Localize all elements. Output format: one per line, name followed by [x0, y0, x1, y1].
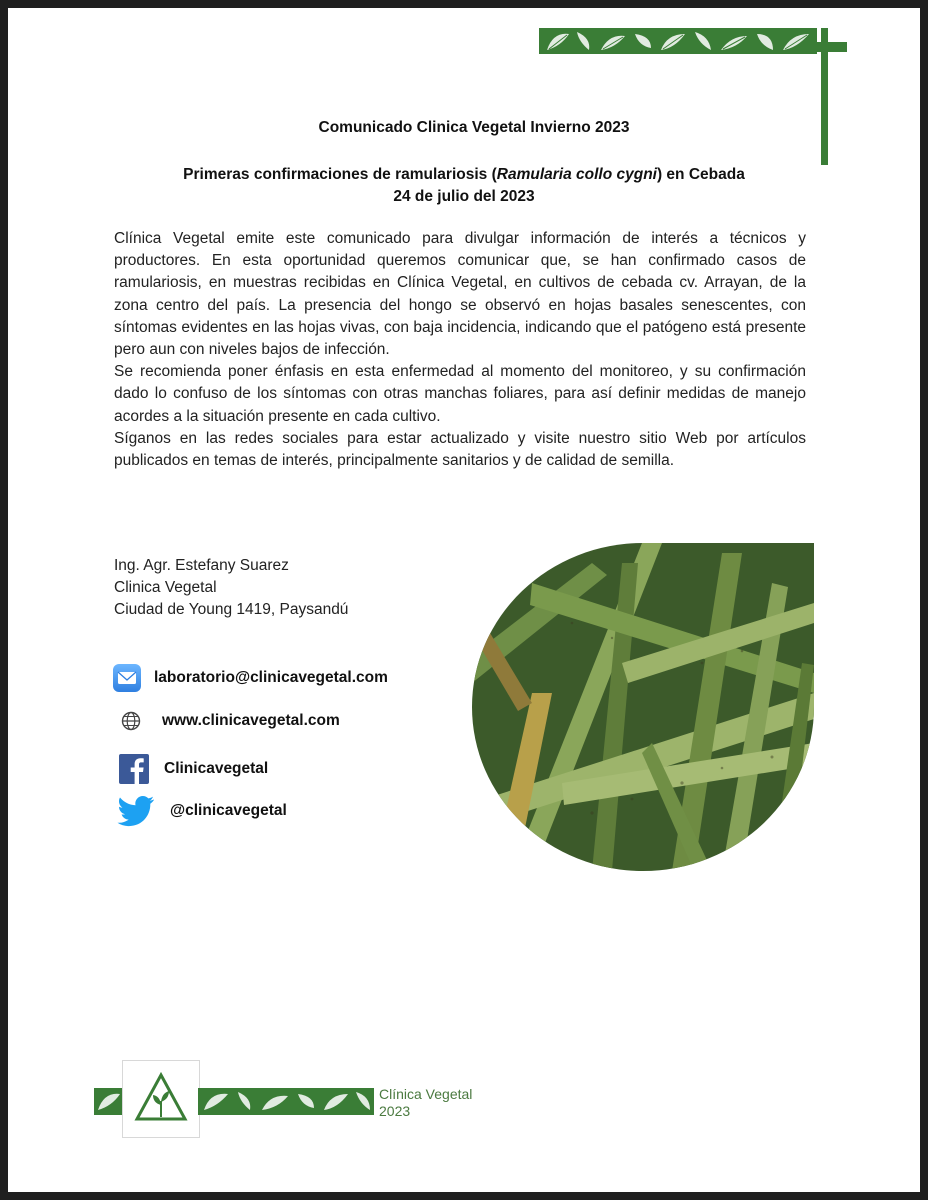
- contact-twitter-row[interactable]: [112, 794, 287, 828]
- signature-name: Ing. Agr. Estefany Suarez: [114, 557, 289, 574]
- paragraph-1: Clínica Vegetal emite este comunicado para divulgar información de interés a técnicos y productores. En esta oportunidad queremos comunicar que, se han confirmado casos de ramulariosis, en muestras recibidas en Clínica Vegetal, en cultivos de cebada cv. Arrayan, de la zona centro del país. La presencia del hongo se observó en hojas basales senescentes, con síntomas evidentes en las hojas vivas, con baja incidencia, indicando que el patógeno está presente pero aun con niveles bajos de infección.: [114, 230, 806, 359]
- banner-accent-vertical: [821, 28, 828, 165]
- triangle-sprout-logo: [122, 1060, 200, 1138]
- contact-web-row[interactable]: [112, 710, 340, 732]
- subtitle-pre: Primeras confirmaciones de ramulariosis (: [183, 166, 497, 183]
- paragraph-2: Se recomienda poner énfasis en esta enfermedad al momento del monitoreo, y su confirmación dado lo confuso de los síntomas con otras manchas foliares, para así definir medidas de manejo acordes a la situación presente en cada cultivo.: [114, 363, 806, 425]
- signature-org: Clinica Vegetal: [114, 579, 217, 596]
- subtitle-post: ) en Cebada: [656, 166, 745, 183]
- subtitle-species: Ramularia collo cygni: [496, 166, 657, 183]
- paragraph-3: Síganos en las redes sociales para estar actualizado y visite nuestro sitio Web por artículos publicados en temas de interés, principalmente sanitarios y de calidad de semilla.: [114, 429, 806, 470]
- footer-brand: [379, 1086, 472, 1120]
- document-title: Comunicado Clinica Vegetal Invierno 2023: [318, 119, 630, 136]
- contact-twitter[interactable]: @clinicavegetal: [170, 802, 287, 819]
- footer-band-right: [198, 1088, 374, 1115]
- document-date: 24 de julio del 2023: [393, 188, 535, 205]
- document-subtitle: [8, 164, 920, 208]
- contact-email-row[interactable]: [112, 663, 388, 693]
- signature-block: [114, 555, 348, 621]
- contact-email[interactable]: laboratorio@clinicavegetal.com: [154, 669, 388, 686]
- facebook-icon: [118, 753, 150, 785]
- footer-band-left: [94, 1088, 124, 1115]
- document-page: [8, 8, 920, 1192]
- body-text: [114, 228, 806, 472]
- footer-brand-year: 2023: [379, 1103, 411, 1119]
- contact-facebook-row[interactable]: [112, 753, 268, 785]
- twitter-icon: [116, 794, 156, 828]
- globe-icon: [120, 710, 142, 732]
- contact-facebook[interactable]: Clinicavegetal: [164, 760, 269, 777]
- footer-brand-name: Clínica Vegetal: [379, 1086, 473, 1102]
- mail-icon: [112, 663, 142, 693]
- contact-web[interactable]: www.clinicavegetal.com: [162, 712, 340, 729]
- barley-leaves-photo: [472, 543, 814, 871]
- signature-address: Ciudad de Young 1419, Paysandú: [114, 601, 349, 618]
- leaf-banner-top: [539, 28, 817, 54]
